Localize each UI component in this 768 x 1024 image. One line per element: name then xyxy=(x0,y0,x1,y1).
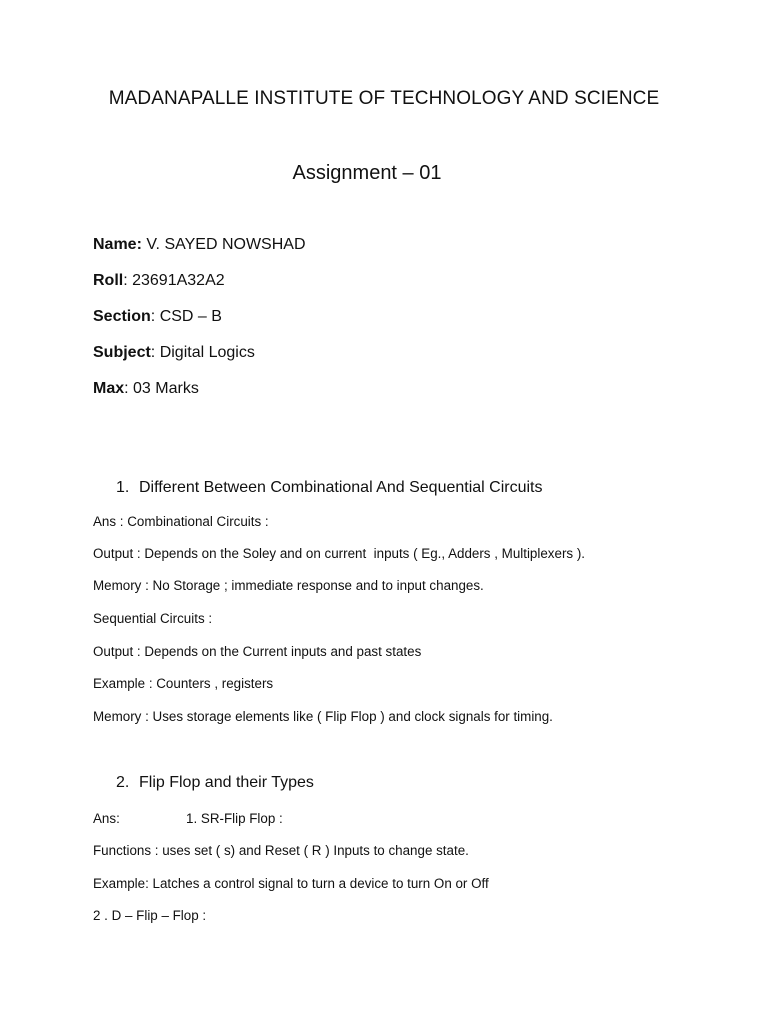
roll-value: : 23691A32A2 xyxy=(123,272,225,289)
subject-value: : Digital Logics xyxy=(150,344,255,361)
section-label: Section xyxy=(93,308,151,325)
section-field xyxy=(93,308,222,326)
roll-label: Roll xyxy=(93,272,124,289)
question-1-line: Memory : Uses storage elements like ( Flip Flop ) and clock signals for timing. xyxy=(93,709,553,724)
question-2-line: Example: Latches a control signal to turn a device to turn On or Off xyxy=(93,876,489,891)
question-2-line: 2 . D – Flip – Flop : xyxy=(93,908,207,923)
question-1-line: Sequential Circuits : xyxy=(93,611,213,626)
question-1-heading xyxy=(116,479,543,497)
roll-field xyxy=(93,272,225,290)
question-2-answer-label: Ans: xyxy=(93,811,120,826)
name-field xyxy=(93,236,306,254)
name-label: Name: xyxy=(93,236,142,253)
institute-title: MADANAPALLE INSTITUTE OF TECHNOLOGY AND SCIENCE xyxy=(108,88,660,109)
question-1-line: Ans : Combinational Circuits : xyxy=(93,514,269,529)
section-value: : CSD – B xyxy=(150,308,222,325)
question-2-answer-row xyxy=(93,811,283,826)
question-1-line: Output : Depends on the Current inputs and past states xyxy=(93,644,422,659)
question-1-line: Output : Depends on the Soley and on current inputs ( Eg., Adders , Multiplexers ). xyxy=(93,546,586,561)
subject-field xyxy=(93,344,255,362)
subject-label: Subject xyxy=(93,344,151,361)
question-2-line: Functions : uses set ( s) and Reset ( R ) Inputs to change state. xyxy=(93,843,469,858)
max-value: : 03 Marks xyxy=(124,380,199,397)
max-marks-field xyxy=(93,380,199,398)
name-value: V. SAYED NOWSHAD xyxy=(141,236,306,253)
question-1-line: Memory : No Storage ; immediate response and to input changes. xyxy=(93,578,484,593)
max-label: Max xyxy=(93,380,125,397)
question-1-title: Different Between Combinational And Sequential Circuits xyxy=(139,479,543,496)
question-2-number: 2. xyxy=(116,774,130,791)
question-1-line: Example : Counters , registers xyxy=(93,676,274,691)
question-1-number: 1. xyxy=(116,479,130,496)
question-2-title: Flip Flop and their Types xyxy=(139,774,314,791)
question-2-heading xyxy=(116,774,314,792)
question-2-answer-first: 1. SR-Flip Flop : xyxy=(186,811,283,826)
assignment-title: Assignment – 01 xyxy=(292,162,442,184)
